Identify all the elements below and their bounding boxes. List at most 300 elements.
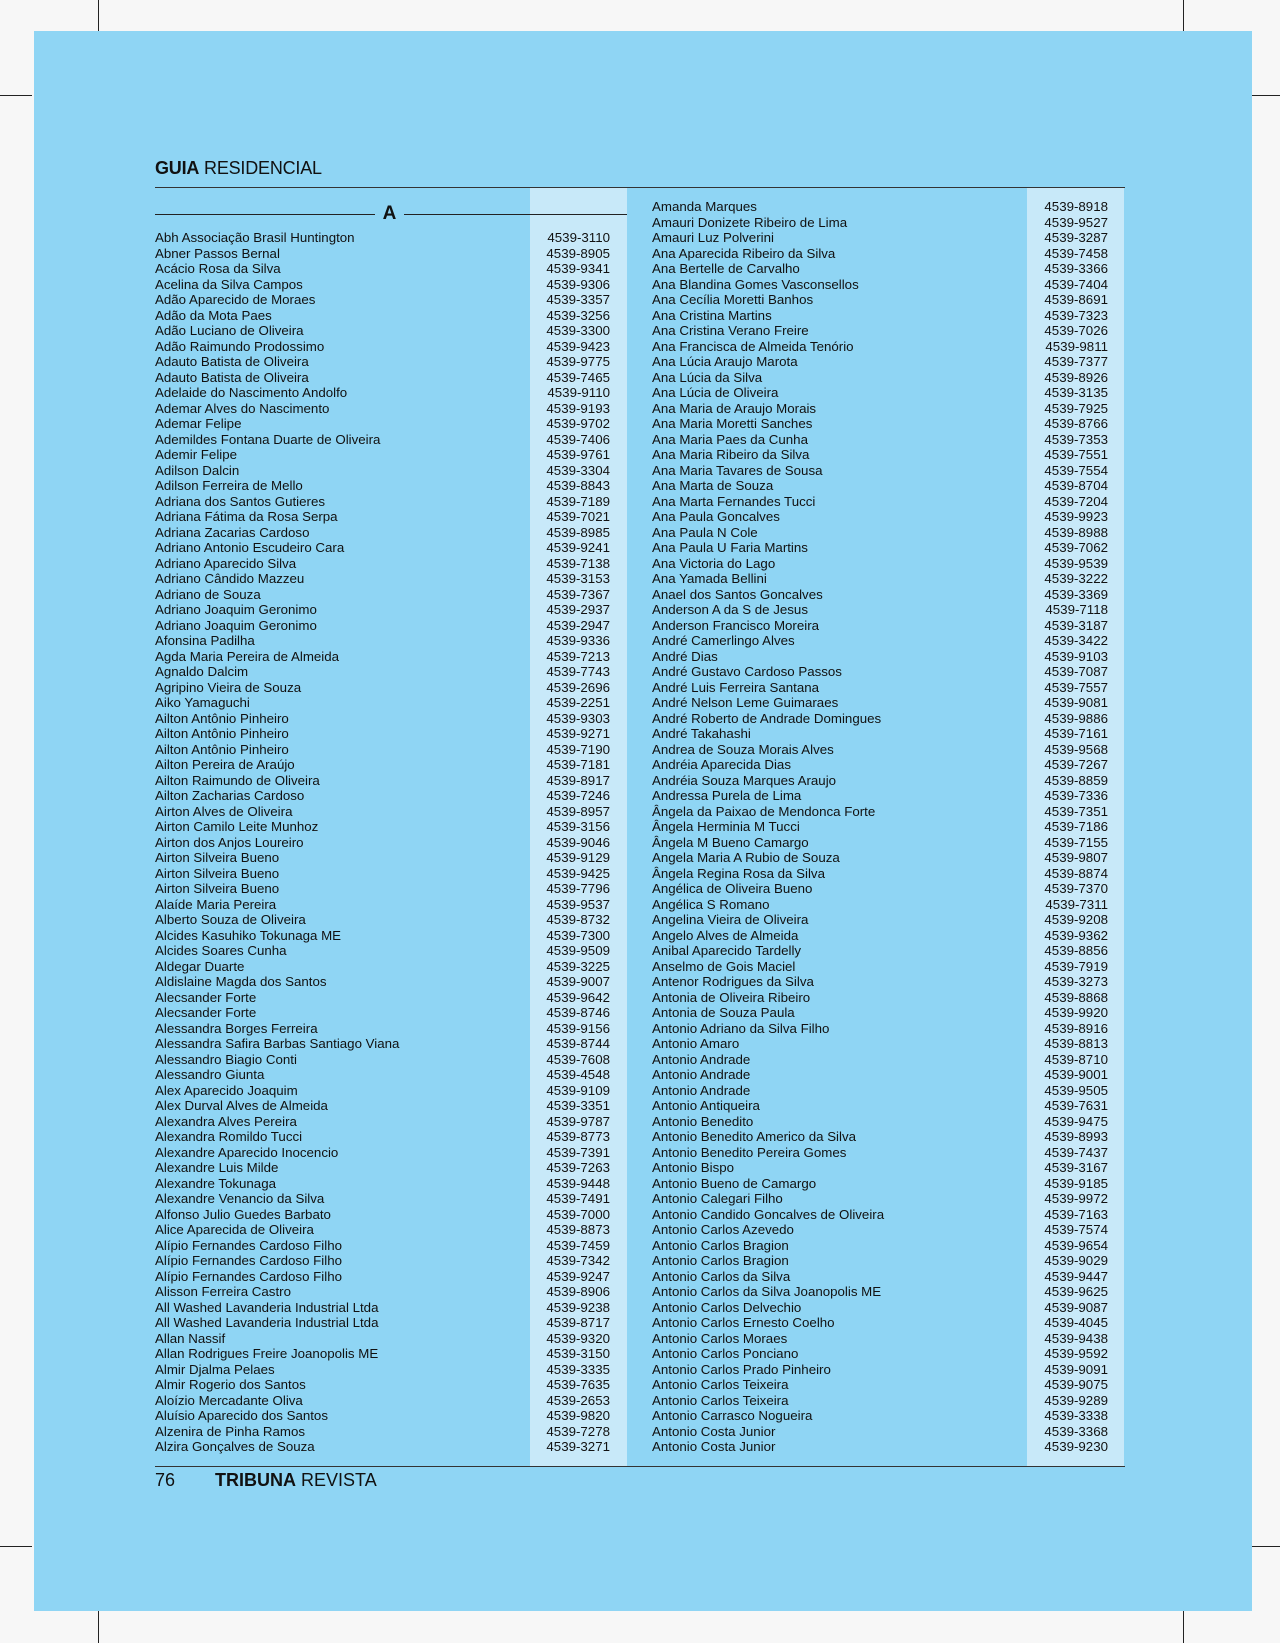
entry-phone: 4539-3366 bbox=[1044, 261, 1108, 276]
entry-phone: 4539-7118 bbox=[1045, 602, 1108, 617]
entry-name: Ana Maria Tavares de Sousa bbox=[652, 462, 823, 478]
list-item bbox=[652, 1052, 1108, 1068]
list-item bbox=[155, 695, 610, 711]
entry-phone: 4539-9505 bbox=[1044, 1082, 1108, 1098]
entry-name: Amanda Marques bbox=[652, 199, 757, 214]
list-item bbox=[652, 633, 1108, 649]
entry-phone: 4539-7213 bbox=[546, 648, 610, 664]
entry-name: Antonio Bispo bbox=[652, 1160, 735, 1175]
list-item bbox=[155, 1176, 610, 1192]
entry-phone: 4539-9509 bbox=[546, 943, 610, 958]
list-item bbox=[155, 912, 610, 928]
list-item bbox=[652, 1176, 1108, 1192]
entry-phone: 4539-9303 bbox=[546, 710, 610, 726]
entry-name: André Nelson Leme Guimaraes bbox=[652, 695, 839, 710]
list-item bbox=[155, 1222, 610, 1238]
list-item bbox=[652, 680, 1108, 696]
entry-name: Antonio Carlos Bragion bbox=[652, 1253, 789, 1268]
entry-phone: 4539-9247 bbox=[546, 1268, 610, 1284]
entry-phone: 4539-2251 bbox=[546, 695, 610, 710]
list-item bbox=[155, 1284, 610, 1300]
list-item bbox=[155, 308, 610, 324]
entry-phone: 4539-3422 bbox=[1044, 633, 1108, 648]
list-item bbox=[652, 1129, 1108, 1145]
entry-phone: 4539-8773 bbox=[546, 1129, 610, 1144]
entry-name: Aluísio Aparecido dos Santos bbox=[155, 1408, 328, 1423]
entry-name: Ângela M Bueno Camargo bbox=[652, 834, 809, 850]
entry-phone: 4539-9642 bbox=[546, 989, 610, 1005]
entry-phone: 4539-9081 bbox=[1044, 695, 1108, 710]
list-item bbox=[155, 835, 610, 851]
list-item bbox=[652, 1253, 1108, 1269]
list-item bbox=[652, 354, 1108, 370]
entry-phone: 4539-3369 bbox=[1044, 586, 1108, 602]
entry-name: Antonio Carlos Ponciano bbox=[652, 1346, 799, 1361]
entry-name: Antonio Carlos Azevedo bbox=[652, 1222, 794, 1237]
entry-phone: 4539-8732 bbox=[546, 912, 610, 927]
list-item bbox=[652, 1036, 1108, 1052]
entry-name: Adauto Batista de Oliveira bbox=[155, 369, 309, 385]
list-item bbox=[155, 804, 610, 820]
list-item bbox=[155, 974, 610, 990]
list-item bbox=[652, 478, 1108, 494]
entry-phone: 4539-9087 bbox=[1044, 1299, 1108, 1315]
entry-phone: 4539-3273 bbox=[1044, 974, 1108, 989]
entry-name: Andrea de Souza Morais Alves bbox=[652, 741, 834, 757]
entry-name: Agnaldo Dalcim bbox=[155, 664, 249, 679]
entry-name: Ana Bertelle de Carvalho bbox=[652, 261, 800, 276]
entry-name: Ana Lúcia Araujo Marota bbox=[652, 354, 798, 369]
crop-mark bbox=[0, 1546, 32, 1547]
entry-phone: 4539-7554 bbox=[1044, 462, 1108, 478]
entry-name: Alecsander Forte bbox=[155, 1005, 257, 1020]
entry-phone: 4539-3368 bbox=[1044, 1423, 1108, 1439]
entry-phone: 4539-9075 bbox=[1044, 1377, 1108, 1392]
footer-rule bbox=[155, 1466, 1125, 1467]
title-bold: GUIA bbox=[155, 158, 200, 178]
entry-name: Ana Paula N Cole bbox=[652, 524, 758, 540]
list-item bbox=[652, 974, 1108, 990]
entry-phone: 4539-9156 bbox=[546, 1020, 610, 1036]
entry-name: André Luis Ferreira Santana bbox=[652, 679, 820, 695]
entry-phone: 4539-9423 bbox=[546, 338, 610, 354]
list-item bbox=[155, 509, 610, 525]
list-item bbox=[652, 1114, 1108, 1130]
entry-phone: 4539-9362 bbox=[1044, 927, 1108, 943]
entry-name: Adauto Batista de Oliveira bbox=[155, 354, 309, 369]
list-item bbox=[652, 323, 1108, 339]
list-item bbox=[652, 199, 1108, 215]
list-item bbox=[155, 866, 610, 882]
list-item bbox=[155, 292, 610, 308]
list-item bbox=[652, 571, 1108, 587]
entry-phone: 4539-7367 bbox=[546, 586, 610, 602]
list-item bbox=[155, 1191, 610, 1207]
entry-name: Antonio Costa Junior bbox=[652, 1423, 776, 1439]
entry-phone: 4539-7163 bbox=[1044, 1206, 1108, 1222]
list-item bbox=[155, 1408, 610, 1424]
list-item bbox=[652, 742, 1108, 758]
list-item bbox=[652, 587, 1108, 603]
list-item bbox=[155, 261, 610, 277]
list-item bbox=[652, 1222, 1108, 1238]
list-item bbox=[652, 308, 1108, 324]
entry-phone: 4539-9568 bbox=[1044, 741, 1108, 757]
entry-phone: 4539-7190 bbox=[546, 741, 610, 757]
entry-name: Airton Silveira Bueno bbox=[155, 881, 280, 896]
entry-name: Acelina da Silva Campos bbox=[155, 276, 303, 292]
entry-phone: 4539-7336 bbox=[1044, 788, 1108, 803]
entry-name: Anselmo de Gois Maciel bbox=[652, 958, 796, 974]
list-item bbox=[155, 1207, 610, 1223]
list-item bbox=[652, 1331, 1108, 1347]
list-item bbox=[652, 1284, 1108, 1300]
entry-name: Ailton Zacharias Cardoso bbox=[155, 788, 305, 803]
entry-name: Antonio Andrade bbox=[652, 1082, 751, 1098]
entry-name: Ana Marta de Souza bbox=[652, 478, 774, 493]
entry-phone: 4539-7406 bbox=[546, 431, 610, 447]
entry-phone: 4539-7557 bbox=[1044, 679, 1108, 695]
list-item bbox=[652, 897, 1108, 913]
list-item bbox=[155, 587, 610, 603]
list-item bbox=[652, 1269, 1108, 1285]
entry-phone: 4539-9820 bbox=[546, 1408, 610, 1423]
entry-phone: 4539-8813 bbox=[1044, 1036, 1108, 1051]
list-item bbox=[652, 277, 1108, 293]
entry-name: Antonio Carlos Bragion bbox=[652, 1237, 789, 1253]
list-item bbox=[652, 1346, 1108, 1362]
entry-phone: 4539-7278 bbox=[546, 1423, 610, 1439]
list-item bbox=[652, 261, 1108, 277]
entry-phone: 4539-8905 bbox=[546, 245, 610, 261]
list-item bbox=[155, 1145, 610, 1161]
entry-phone: 4539-9110 bbox=[547, 385, 610, 400]
list-item bbox=[155, 1269, 610, 1285]
letter-divider-left bbox=[155, 214, 375, 215]
entry-name: Ana Marta Fernandes Tucci bbox=[652, 493, 816, 509]
entry-name: Ana Paula Goncalves bbox=[652, 509, 780, 524]
entry-name: Adriano Antonio Escudeiro Cara bbox=[155, 540, 345, 555]
list-item bbox=[652, 1377, 1108, 1393]
entry-name: Ana Lúcia da Silva bbox=[652, 369, 763, 385]
entry-phone: 4539-3187 bbox=[1044, 617, 1108, 633]
entry-phone: 4539-2696 bbox=[546, 679, 610, 695]
entry-phone: 4539-9129 bbox=[546, 850, 610, 865]
list-item bbox=[155, 819, 610, 835]
entry-name: Abh Associação Brasil Huntington bbox=[155, 230, 355, 245]
entry-name: Alessandro Biagio Conti bbox=[155, 1051, 297, 1067]
entry-name: Antonio Carlos Moraes bbox=[652, 1330, 788, 1346]
entry-phone: 4539-9775 bbox=[546, 354, 610, 369]
entry-name: André Camerlingo Alves bbox=[652, 633, 795, 648]
entry-name: Adriano Joaquim Geronimo bbox=[155, 602, 317, 617]
entry-name: Angelo Alves de Almeida bbox=[652, 927, 799, 943]
entry-name: Alex Durval Alves de Almeida bbox=[155, 1098, 328, 1113]
list-item bbox=[652, 788, 1108, 804]
entry-name: Antonio Benedito bbox=[652, 1113, 754, 1129]
entry-name: Antonio Carlos da Silva bbox=[652, 1268, 791, 1284]
entry-name: Alcides Kasuhiko Tokunaga ME bbox=[155, 927, 342, 943]
list-item bbox=[652, 866, 1108, 882]
entry-name: Adriano de Souza bbox=[155, 586, 261, 602]
entry-phone: 4539-9448 bbox=[546, 1175, 610, 1191]
entry-phone: 4539-7351 bbox=[1044, 803, 1108, 819]
entry-phone: 4539-9238 bbox=[546, 1299, 610, 1315]
entry-phone: 4539-8985 bbox=[546, 524, 610, 540]
list-item bbox=[155, 463, 610, 479]
entry-phone: 4539-7087 bbox=[1044, 664, 1108, 679]
entry-phone: 4539-3150 bbox=[546, 1346, 610, 1361]
entry-phone: 4539-9787 bbox=[546, 1113, 610, 1129]
entry-name: Ana Cristina Verano Freire bbox=[652, 323, 809, 338]
directory-column-left bbox=[155, 230, 610, 1455]
list-item bbox=[652, 447, 1108, 463]
entry-phone: 4539-9438 bbox=[1044, 1330, 1108, 1346]
entry-phone: 4539-3357 bbox=[546, 292, 610, 307]
entry-phone: 4539-2937 bbox=[546, 602, 610, 617]
entry-phone: 4539-9029 bbox=[1044, 1253, 1108, 1268]
entry-name: Andréia Souza Marques Araujo bbox=[652, 772, 837, 788]
entry-name: Ana Victoria do Lago bbox=[652, 555, 776, 571]
entry-phone: 4539-8988 bbox=[1044, 524, 1108, 540]
entry-name: Alisson Ferreira Castro bbox=[155, 1284, 291, 1299]
entry-name: Alexandre Luis Milde bbox=[155, 1160, 279, 1175]
entry-name: Alípio Fernandes Cardoso Filho bbox=[155, 1268, 342, 1284]
entry-phone: 4539-3256 bbox=[546, 307, 610, 323]
entry-name: Antonio Carlos Ernesto Coelho bbox=[652, 1315, 835, 1330]
list-item bbox=[652, 463, 1108, 479]
list-item bbox=[652, 1083, 1108, 1099]
entry-phone: 4539-3167 bbox=[1044, 1160, 1108, 1175]
entry-phone: 4539-3110 bbox=[547, 230, 610, 245]
entry-name: Alessandra Borges Ferreira bbox=[155, 1020, 318, 1036]
entry-phone: 4539-8766 bbox=[1044, 416, 1108, 431]
list-item bbox=[155, 664, 610, 680]
entry-phone: 4539-9625 bbox=[1044, 1284, 1108, 1299]
entry-phone: 4539-9702 bbox=[546, 416, 610, 431]
list-item bbox=[652, 556, 1108, 572]
entry-name: Antonia de Souza Paula bbox=[652, 1005, 795, 1020]
entry-phone: 4539-9185 bbox=[1044, 1175, 1108, 1191]
entry-name: Angélica de Oliveira Bueno bbox=[652, 881, 813, 896]
crop-mark bbox=[1248, 95, 1280, 96]
entry-phone: 4539-9923 bbox=[1044, 509, 1108, 524]
entry-name: Antonio Carlos Teixeira bbox=[652, 1392, 789, 1408]
list-item bbox=[652, 509, 1108, 525]
entry-phone: 4539-7323 bbox=[1044, 307, 1108, 323]
list-item bbox=[652, 649, 1108, 665]
list-item bbox=[652, 540, 1108, 556]
entry-name: All Washed Lavanderia Industrial Ltda bbox=[155, 1299, 379, 1315]
entry-phone: 4539-7062 bbox=[1044, 540, 1108, 555]
entry-name: Ailton Pereira de Araújo bbox=[155, 757, 295, 772]
entry-name: Aldegar Duarte bbox=[155, 958, 245, 974]
entry-name: All Washed Lavanderia Industrial Ltda bbox=[155, 1315, 379, 1330]
entry-phone: 4539-7631 bbox=[1044, 1098, 1108, 1113]
entry-name: Alexandra Romildo Tucci bbox=[155, 1129, 303, 1144]
list-item bbox=[155, 633, 610, 649]
list-item bbox=[652, 339, 1108, 355]
list-item bbox=[155, 959, 610, 975]
entry-name: Alexandre Venancio da Silva bbox=[155, 1191, 325, 1206]
list-item bbox=[155, 773, 610, 789]
entry-phone: 4539-9306 bbox=[546, 276, 610, 292]
entry-name: Antonio Carrasco Nogueira bbox=[652, 1408, 813, 1423]
entry-name: Abner Passos Bernal bbox=[155, 245, 280, 261]
list-item bbox=[652, 1005, 1108, 1021]
entry-name: Alípio Fernandes Cardoso Filho bbox=[155, 1237, 342, 1253]
list-item bbox=[155, 1052, 610, 1068]
entry-name: Adilson Dalcin bbox=[155, 462, 240, 478]
entry-phone: 4539-7796 bbox=[546, 881, 610, 896]
entry-phone: 4539-9807 bbox=[1044, 850, 1108, 865]
entry-phone: 4539-8873 bbox=[546, 1222, 610, 1237]
entry-phone: 4539-9447 bbox=[1044, 1268, 1108, 1284]
entry-name: Angelina Vieira de Oliveira bbox=[652, 912, 809, 927]
list-item bbox=[155, 1300, 610, 1316]
letter-divider-right bbox=[404, 214, 627, 215]
entry-phone: 4539-9103 bbox=[1044, 648, 1108, 664]
list-item bbox=[155, 416, 610, 432]
list-item bbox=[652, 1145, 1108, 1161]
entry-phone: 4539-2947 bbox=[546, 617, 610, 633]
entry-phone: 4539-9920 bbox=[1044, 1005, 1108, 1020]
entry-phone: 4539-8868 bbox=[1044, 989, 1108, 1005]
list-item bbox=[155, 726, 610, 742]
entry-phone: 4539-9425 bbox=[546, 865, 610, 881]
list-item bbox=[155, 788, 610, 804]
list-item bbox=[155, 1098, 610, 1114]
list-item bbox=[652, 401, 1108, 417]
publication-name-rest: REVISTA bbox=[301, 1470, 377, 1490]
entry-name: André Dias bbox=[652, 648, 718, 664]
list-item bbox=[652, 1362, 1108, 1378]
entry-phone: 4539-8843 bbox=[546, 478, 610, 493]
entry-phone: 4539-9193 bbox=[546, 400, 610, 416]
entry-phone: 4539-3225 bbox=[546, 958, 610, 974]
page-title bbox=[155, 158, 322, 179]
entry-name: Aiko Yamaguchi bbox=[155, 695, 250, 710]
list-item bbox=[652, 1160, 1108, 1176]
entry-name: Ana Cristina Martins bbox=[652, 307, 772, 323]
entry-name: André Gustavo Cardoso Passos bbox=[652, 664, 842, 679]
crop-mark bbox=[0, 95, 32, 96]
entry-name: Ana Cecília Moretti Banhos bbox=[652, 292, 814, 307]
entry-name: Ailton Antônio Pinheiro bbox=[155, 741, 289, 757]
entry-name: Almir Djalma Pelaes bbox=[155, 1361, 275, 1377]
list-item bbox=[155, 354, 610, 370]
entry-name: Antonio Andrade bbox=[652, 1051, 751, 1067]
list-item bbox=[652, 602, 1108, 618]
entry-name: Ângela da Paixao de Mendonca Forte bbox=[652, 803, 876, 819]
entry-phone: 4539-9230 bbox=[1044, 1439, 1108, 1454]
list-item bbox=[155, 1160, 610, 1176]
entry-name: Anderson Francisco Moreira bbox=[652, 617, 820, 633]
list-item bbox=[155, 525, 610, 541]
list-item bbox=[155, 1346, 610, 1362]
entry-name: Ailton Antônio Pinheiro bbox=[155, 710, 289, 726]
crop-mark bbox=[1248, 1546, 1280, 1547]
entry-name: Anderson A da S de Jesus bbox=[652, 602, 808, 617]
entry-name: Ana Blandina Gomes Vasconsellos bbox=[652, 276, 859, 292]
list-item bbox=[155, 897, 610, 913]
entry-phone: 4539-8918 bbox=[1044, 199, 1108, 214]
entry-phone: 4539-9761 bbox=[546, 447, 610, 462]
list-item bbox=[155, 850, 610, 866]
list-item bbox=[155, 1331, 610, 1347]
list-item bbox=[652, 835, 1108, 851]
entry-name: Afonsina Padilha bbox=[155, 633, 255, 648]
list-item bbox=[652, 494, 1108, 510]
entry-name: Antonio Carlos Teixeira bbox=[652, 1377, 789, 1392]
entry-phone: 4539-7246 bbox=[546, 788, 610, 803]
entry-name: Antenor Rodrigues da Silva bbox=[652, 974, 814, 989]
list-item bbox=[155, 649, 610, 665]
entry-name: Antonio Benedito Pereira Gomes bbox=[652, 1144, 847, 1160]
list-item bbox=[652, 990, 1108, 1006]
entry-phone: 4539-9289 bbox=[1044, 1392, 1108, 1408]
entry-name: Alcides Soares Cunha bbox=[155, 943, 287, 958]
entry-name: Ademar Alves do Nascimento bbox=[155, 400, 330, 416]
list-item bbox=[155, 1253, 610, 1269]
entry-name: Antonio Carlos Delvechio bbox=[652, 1299, 802, 1315]
entry-name: Antonio Costa Junior bbox=[652, 1439, 776, 1454]
entry-phone: 4539-8717 bbox=[546, 1315, 610, 1330]
entry-name: Ana Maria de Araujo Morais bbox=[652, 400, 817, 416]
entry-phone: 4539-9527 bbox=[1044, 214, 1108, 230]
entry-name: André Takahashi bbox=[652, 726, 751, 741]
entry-phone: 4539-9336 bbox=[546, 633, 610, 648]
list-item bbox=[652, 881, 1108, 897]
entry-name: Adão Luciano de Oliveira bbox=[155, 323, 304, 338]
list-item bbox=[652, 912, 1108, 928]
list-item bbox=[155, 385, 610, 401]
crop-mark bbox=[98, 0, 99, 32]
entry-name: Ana Paula U Faria Martins bbox=[652, 540, 808, 555]
list-item bbox=[652, 1098, 1108, 1114]
entry-name: Allan Nassif bbox=[155, 1330, 226, 1346]
list-item bbox=[155, 1067, 610, 1083]
list-item bbox=[652, 246, 1108, 262]
entry-phone: 4539-9320 bbox=[546, 1330, 610, 1346]
entry-phone: 4539-8744 bbox=[546, 1036, 610, 1051]
entry-phone: 4539-7204 bbox=[1044, 493, 1108, 509]
title-rest: RESIDENCIAL bbox=[204, 158, 322, 178]
entry-phone: 4539-7919 bbox=[1044, 958, 1108, 974]
entry-phone: 4539-8746 bbox=[546, 1005, 610, 1020]
crop-mark bbox=[98, 1611, 99, 1643]
list-item bbox=[652, 1300, 1108, 1316]
list-item bbox=[155, 928, 610, 944]
list-item bbox=[155, 1083, 610, 1099]
list-item bbox=[652, 804, 1108, 820]
entry-name: Ailton Raimundo de Oliveira bbox=[155, 772, 320, 788]
entry-phone: 4539-7465 bbox=[546, 369, 610, 385]
entry-name: Acácio Rosa da Silva bbox=[155, 261, 281, 276]
entry-name: Alex Aparecido Joaquim bbox=[155, 1082, 298, 1098]
entry-name: Alípio Fernandes Cardoso Filho bbox=[155, 1253, 342, 1268]
entry-name: Anibal Aparecido Tardelly bbox=[652, 943, 802, 958]
entry-name: Antonio Bueno de Camargo bbox=[652, 1175, 817, 1191]
section-letter: A bbox=[382, 203, 397, 224]
list-item bbox=[652, 618, 1108, 634]
list-item bbox=[155, 1036, 610, 1052]
list-item bbox=[652, 230, 1108, 246]
list-item bbox=[155, 478, 610, 494]
entry-name: Airton Alves de Oliveira bbox=[155, 803, 293, 819]
entry-name: Antonio Amaro bbox=[652, 1036, 740, 1051]
entry-name: Andréia Aparecida Dias bbox=[652, 757, 791, 772]
